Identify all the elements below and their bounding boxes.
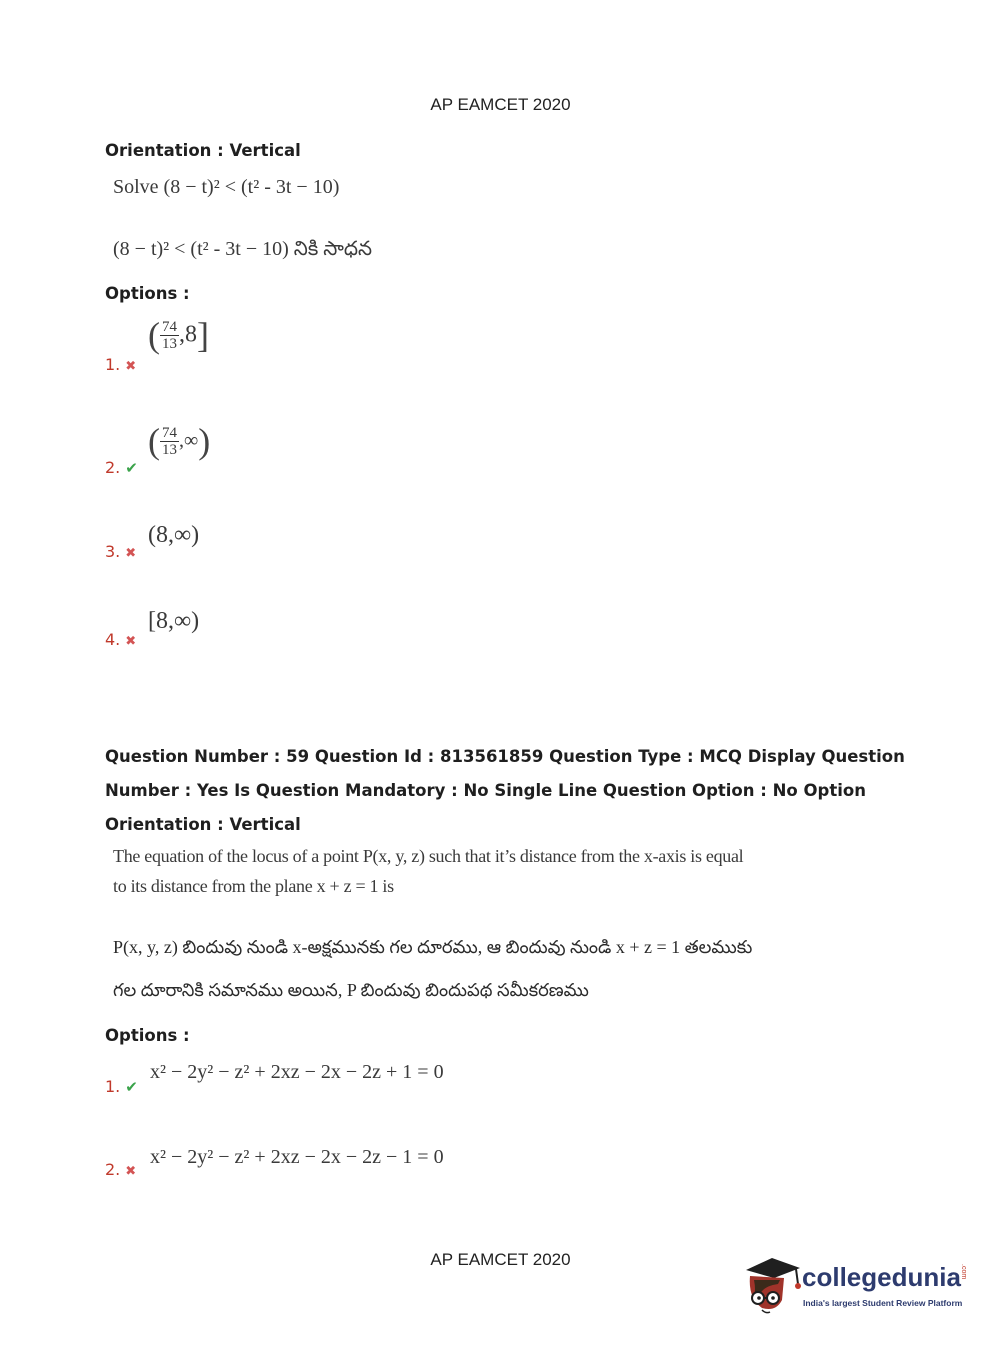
option-number: 3. xyxy=(105,542,121,561)
q58-option-4-number xyxy=(105,630,136,649)
q59-question-english-line-2: to its distance from the plane x + z = 1 is xyxy=(113,876,394,896)
q58-option-2-content xyxy=(148,420,210,462)
close-bracket: ] xyxy=(197,315,209,355)
q58-option-1-content xyxy=(148,314,209,356)
option-number: 2. xyxy=(105,1160,121,1179)
logo-wordmark: collegedunia xyxy=(802,1262,961,1292)
q59-option-2-number xyxy=(105,1160,136,1179)
logo-suffix: .com xyxy=(960,1264,967,1280)
collegedunia-logo xyxy=(742,1250,972,1320)
wrong-mark-icon: ✖ xyxy=(125,634,137,649)
fraction-numerator: 74 xyxy=(162,424,177,441)
q58-question-telugu: (8 − t)² < (t² - 3t − 10) నికి సాధన xyxy=(113,238,373,260)
q58-question-english: Solve (8 − t)² < (t² - 3t − 10) xyxy=(113,176,340,198)
correct-check-icon: ✔ xyxy=(125,1078,138,1096)
q58-orientation: Orientation : Vertical xyxy=(105,141,301,160)
correct-check-icon: ✔ xyxy=(125,459,138,477)
q59-question-telugu-line-2: గల దూరానికి సమానము అయిన, P బిందువు బిందుపథ సమీకరణము xyxy=(113,980,589,1000)
q59-meta-line-1: Question Number : 59 Question Id : 813561859 Question Type : MCQ Display Question xyxy=(105,747,905,766)
page-header: AP EAMCET 2020 xyxy=(430,95,571,114)
q58-option-2-number xyxy=(105,458,138,477)
logo-tagline: India's largest Student Review Platform xyxy=(803,1298,963,1308)
q59-orientation: Orientation : Vertical xyxy=(105,815,301,834)
interval-rest: ,∞ xyxy=(179,429,199,452)
close-bracket: ) xyxy=(198,421,211,461)
q58-options-label: Options : xyxy=(105,284,190,303)
q59-option-1-content: x² − 2y² − z² + 2xz − 2x − 2z + 1 = 0 xyxy=(150,1061,444,1083)
option-number: 1. xyxy=(105,355,121,374)
fraction-denominator: 13 xyxy=(162,335,177,352)
q59-meta-line-2: Number : Yes Is Question Mandatory : No Single Line Question Option : No Option xyxy=(105,781,866,800)
option-number: 2. xyxy=(105,458,121,477)
q59-question-telugu-line-1: P(x, y, z) బిందువు నుండి x-అక్షమునకు గల దూరము, ఆ బిందువు నుండి x + z = 1 తలముకు xyxy=(113,937,753,957)
mascot-icon xyxy=(742,1250,802,1320)
fraction-numerator: 74 xyxy=(162,318,177,335)
q58-option-3-content: (8,∞) xyxy=(148,522,200,548)
wrong-mark-icon: ✖ xyxy=(125,359,137,374)
interval-rest: ,8 xyxy=(179,321,197,348)
page-footer: AP EAMCET 2020 xyxy=(430,1250,571,1269)
fraction-denominator: 13 xyxy=(162,441,177,458)
q59-question-english-line-1: The equation of the locus of a point P(x, y, z) such that it’s distance from the x-axis is equal xyxy=(113,846,744,866)
q59-option-1-number xyxy=(105,1077,138,1096)
wrong-mark-icon: ✖ xyxy=(125,1164,137,1179)
q59-options-label: Options : xyxy=(105,1026,190,1045)
fraction xyxy=(160,425,179,458)
wrong-mark-icon: ✖ xyxy=(125,546,137,561)
option-number: 4. xyxy=(105,630,121,649)
open-bracket: ( xyxy=(148,421,160,461)
q58-option-3-number xyxy=(105,542,136,561)
open-bracket: ( xyxy=(148,315,160,355)
q58-option-1-number xyxy=(105,355,136,374)
option-number: 1. xyxy=(105,1077,121,1096)
q58-option-4-content: [8,∞) xyxy=(148,608,200,634)
q59-option-2-content: x² − 2y² − z² + 2xz − 2x − 2z − 1 = 0 xyxy=(150,1146,444,1168)
fraction xyxy=(160,319,179,352)
